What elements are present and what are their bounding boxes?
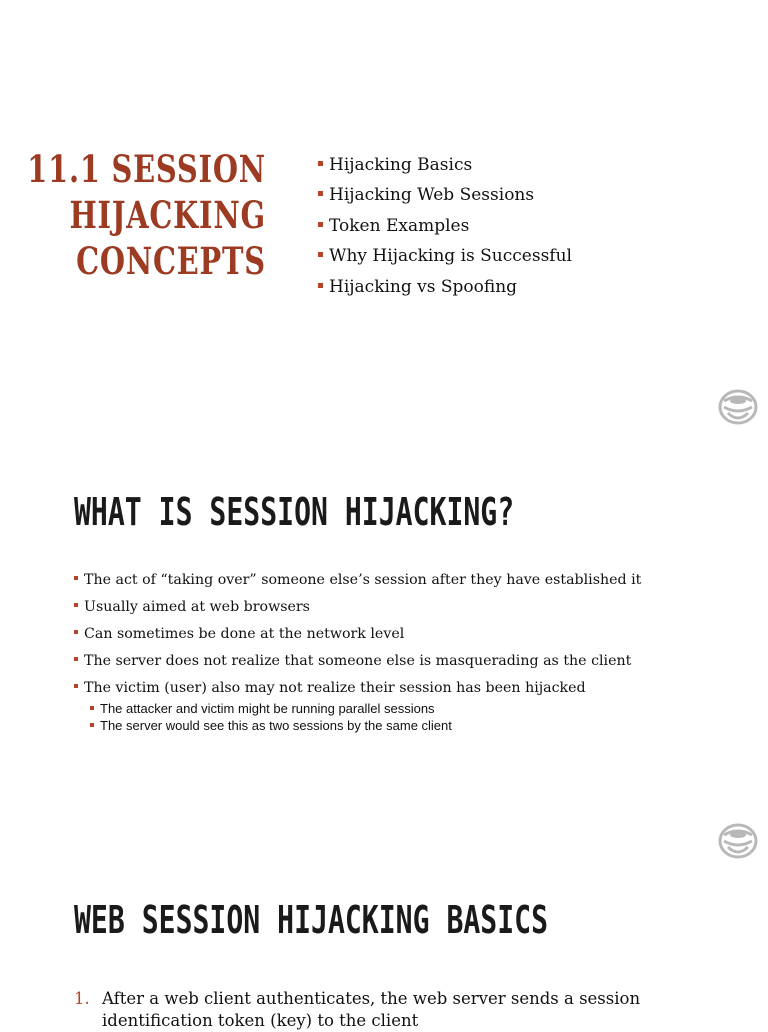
list-item bbox=[74, 988, 640, 1032]
bullet-square-icon bbox=[318, 191, 323, 196]
sub-list-item-label: The server would see this as two sessions by the same client bbox=[100, 718, 452, 733]
list-item-line: After a web client authenticates, the web server sends a session bbox=[102, 989, 641, 1008]
sub-list-item-label: The attacker and victim might be running parallel sessions bbox=[100, 701, 435, 716]
topic-list bbox=[318, 150, 572, 302]
list-item-label: Usually aimed at web browsers bbox=[84, 599, 310, 615]
title-line: CONCEPTS bbox=[76, 239, 266, 283]
list-item bbox=[74, 675, 641, 736]
list-item bbox=[318, 241, 572, 271]
list-item-line: identification token (key) to the client bbox=[102, 1011, 419, 1030]
sub-list-item bbox=[90, 716, 641, 736]
bullet-square-icon bbox=[74, 603, 78, 607]
bullet-square-icon bbox=[90, 706, 94, 710]
list-item-label: The act of “taking over” someone else’s session after they have established it bbox=[84, 572, 642, 588]
bullet-square-icon bbox=[74, 684, 78, 688]
bullet-square-icon bbox=[74, 630, 78, 634]
bullet-square-icon bbox=[318, 161, 323, 166]
list-item-text bbox=[102, 988, 640, 1032]
slide-session-hijacking-concepts bbox=[0, 0, 768, 434]
list-number: 1. bbox=[74, 989, 90, 1008]
list-item-label: Hijacking Web Sessions bbox=[329, 185, 535, 206]
bullet-square-icon bbox=[318, 252, 323, 257]
title-line: HIJACKING bbox=[69, 193, 267, 237]
numbered-list bbox=[74, 988, 640, 1032]
list-item bbox=[74, 648, 641, 675]
list-item bbox=[74, 594, 641, 621]
list-item-label: The server does not realize that someone else is masquerading as the client bbox=[84, 653, 632, 669]
sub-bullet-list bbox=[74, 699, 641, 736]
list-item bbox=[318, 150, 572, 180]
bullet-square-icon bbox=[90, 723, 94, 727]
list-item bbox=[74, 621, 641, 648]
logo-emblem-icon bbox=[716, 387, 760, 427]
bullet-list bbox=[74, 567, 641, 736]
list-item-label: Why Hijacking is Successful bbox=[329, 246, 572, 267]
list-item-label: Can sometimes be done at the network level bbox=[84, 626, 405, 642]
bullet-square-icon bbox=[318, 222, 323, 227]
slide-title bbox=[27, 146, 266, 284]
section-title: WHAT IS SESSION HIJACKING? bbox=[74, 490, 515, 534]
bullet-square-icon bbox=[318, 283, 323, 288]
list-item bbox=[74, 567, 641, 594]
list-item-label: Token Examples bbox=[329, 215, 470, 236]
section-title: WEB SESSION HIJACKING BASICS bbox=[74, 898, 549, 942]
list-item bbox=[318, 180, 572, 210]
list-item bbox=[318, 272, 572, 302]
list-item-label: Hijacking vs Spoofing bbox=[329, 276, 518, 297]
title-line: 11.1 SESSION bbox=[27, 147, 266, 191]
bullet-square-icon bbox=[74, 657, 78, 661]
list-item-label: The victim (user) also may not realize their session has been hijacked bbox=[84, 680, 586, 696]
list-item-label: Hijacking Basics bbox=[329, 155, 473, 175]
list-item bbox=[318, 211, 572, 241]
logo-emblem-icon bbox=[716, 821, 760, 861]
bullet-square-icon bbox=[74, 576, 78, 580]
